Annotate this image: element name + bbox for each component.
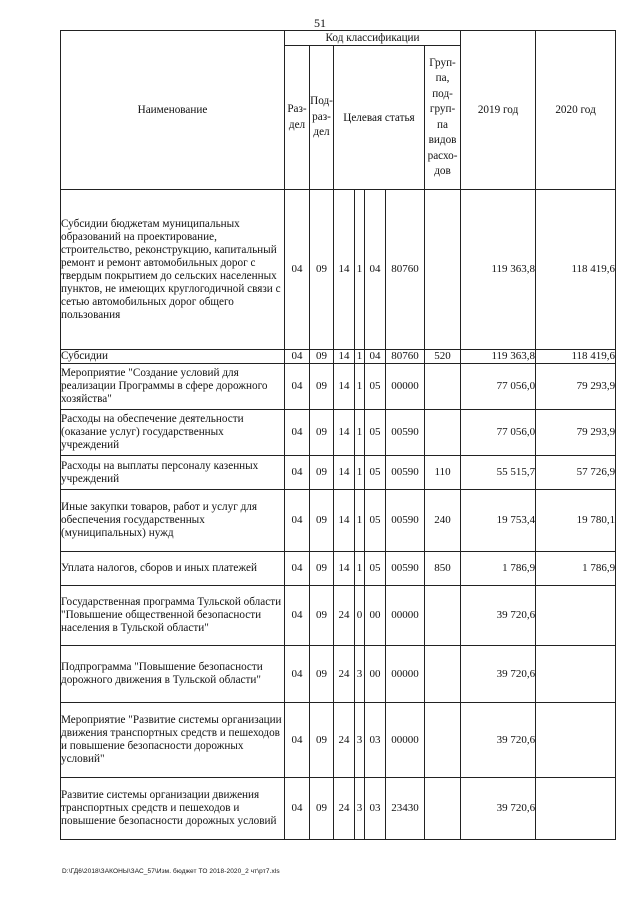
group-line: дов bbox=[434, 165, 451, 177]
row-target-measure: 05 bbox=[365, 552, 386, 586]
table-row bbox=[61, 646, 616, 703]
row-value-2020: 19 780,1 bbox=[536, 490, 616, 552]
row-target-subprogram: 3 bbox=[355, 778, 365, 840]
row-value-2020 bbox=[536, 778, 616, 840]
row-name: Расходы на обеспечение деятельности (оказание услуг) государственных учреждений bbox=[61, 410, 285, 456]
row-group bbox=[425, 410, 461, 456]
row-target-subprogram: 1 bbox=[355, 552, 365, 586]
row-podrazdel: 09 bbox=[310, 350, 334, 364]
row-target-program: 14 bbox=[334, 410, 355, 456]
row-value-2019: 1 786,9 bbox=[461, 552, 536, 586]
row-razdel: 04 bbox=[285, 350, 310, 364]
row-value-2019: 119 363,8 bbox=[461, 190, 536, 350]
table-row bbox=[61, 586, 616, 646]
row-value-2019: 39 720,6 bbox=[461, 646, 536, 703]
row-target-subprogram: 0 bbox=[355, 586, 365, 646]
row-target-measure: 05 bbox=[365, 364, 386, 410]
page-number: 51 bbox=[314, 16, 326, 30]
row-target-measure: 00 bbox=[365, 586, 386, 646]
table-row bbox=[61, 350, 616, 364]
row-group bbox=[425, 190, 461, 350]
row-target-program: 24 bbox=[334, 586, 355, 646]
row-target-subprogram: 1 bbox=[355, 350, 365, 364]
col-header-podrazdel bbox=[310, 46, 334, 190]
razdel-line: дел bbox=[288, 118, 306, 131]
row-name: Субсидии bbox=[61, 350, 285, 364]
row-target-code: 80760 bbox=[386, 190, 425, 350]
row-value-2020: 79 293,9 bbox=[536, 364, 616, 410]
col-header-2020: 2020 год bbox=[536, 31, 616, 190]
row-name: Уплата налогов, сборов и иных платежей bbox=[61, 552, 285, 586]
row-razdel: 04 bbox=[285, 778, 310, 840]
row-group: 520 bbox=[425, 350, 461, 364]
row-value-2020: 1 786,9 bbox=[536, 552, 616, 586]
row-target-code: 00590 bbox=[386, 552, 425, 586]
row-target-code: 00000 bbox=[386, 586, 425, 646]
row-target-subprogram: 1 bbox=[355, 410, 365, 456]
row-target-program: 14 bbox=[334, 190, 355, 350]
group-line: па, bbox=[435, 72, 450, 84]
table-row bbox=[61, 552, 616, 586]
row-value-2019: 119 363,8 bbox=[461, 350, 536, 364]
row-razdel: 04 bbox=[285, 703, 310, 778]
row-name: Мероприятие "Развитие системы организации движения транспортных средств и пешеходов и повышение безопасности дорожных условий" bbox=[61, 703, 285, 778]
col-header-target: Целевая статья bbox=[334, 46, 425, 190]
row-group bbox=[425, 586, 461, 646]
col-header-name: Наименование bbox=[61, 31, 285, 190]
table-row bbox=[61, 410, 616, 456]
row-razdel: 04 bbox=[285, 410, 310, 456]
row-target-program: 14 bbox=[334, 350, 355, 364]
row-target-subprogram: 1 bbox=[355, 364, 365, 410]
row-podrazdel: 09 bbox=[310, 778, 334, 840]
group-line: па bbox=[437, 118, 448, 131]
row-target-measure: 05 bbox=[365, 490, 386, 552]
row-target-measure: 04 bbox=[365, 350, 386, 364]
row-razdel: 04 bbox=[285, 364, 310, 410]
row-value-2020: 57 726,9 bbox=[536, 456, 616, 490]
group-line: под- bbox=[432, 87, 453, 100]
row-target-code: 00590 bbox=[386, 410, 425, 456]
row-podrazdel: 09 bbox=[310, 552, 334, 586]
row-target-subprogram: 1 bbox=[355, 456, 365, 490]
row-group: 850 bbox=[425, 552, 461, 586]
row-target-measure: 03 bbox=[365, 703, 386, 778]
budget-table bbox=[60, 30, 616, 840]
row-target-code: 00000 bbox=[386, 646, 425, 703]
row-name: Субсидии бюджетам муниципальных образований на проектирование, строительство, реконструкцию, капитальный ремонт и ремонт автомобильных дорог с твердым покрытием до сельских населенных пунктов, не имеющих круглогодичной связи с сетью автомобильных дорог общего пользования bbox=[61, 190, 285, 350]
row-target-program: 14 bbox=[334, 552, 355, 586]
row-podrazdel: 09 bbox=[310, 703, 334, 778]
row-group bbox=[425, 778, 461, 840]
row-razdel: 04 bbox=[285, 646, 310, 703]
row-name: Подпрограмма "Повышение безопасности дорожного движения в Тульской области" bbox=[61, 646, 285, 703]
table-row bbox=[61, 490, 616, 552]
row-name: Государственная программа Тульской области "Повышение общественной безопасности населения в Тульской области" bbox=[61, 586, 285, 646]
row-group bbox=[425, 703, 461, 778]
row-target-program: 14 bbox=[334, 456, 355, 490]
row-target-subprogram: 3 bbox=[355, 646, 365, 703]
group-line: Груп- bbox=[429, 56, 456, 69]
file-path-footer: D:\ГД6\2018\ЗАКОНЫ\ЗАС_57\Изм. бюджет ТО 2018-2020_2 чт\рт7.xls bbox=[62, 868, 280, 875]
row-value-2019: 77 056,0 bbox=[461, 364, 536, 410]
row-group: 110 bbox=[425, 456, 461, 490]
row-value-2020: 118 419,6 bbox=[536, 190, 616, 350]
row-razdel: 04 bbox=[285, 456, 310, 490]
row-target-measure: 00 bbox=[365, 646, 386, 703]
razdel-line: Раз- bbox=[287, 103, 307, 115]
row-target-program: 14 bbox=[334, 364, 355, 410]
podrazdel-line: раз- bbox=[312, 110, 331, 123]
header-row bbox=[61, 31, 616, 46]
table-row bbox=[61, 703, 616, 778]
row-value-2020: 79 293,9 bbox=[536, 410, 616, 456]
row-target-measure: 04 bbox=[365, 190, 386, 350]
row-podrazdel: 09 bbox=[310, 586, 334, 646]
table-row bbox=[61, 778, 616, 840]
table-row bbox=[61, 364, 616, 410]
col-header-group bbox=[425, 46, 461, 190]
row-target-code: 23430 bbox=[386, 778, 425, 840]
row-value-2019: 19 753,4 bbox=[461, 490, 536, 552]
table-row bbox=[61, 456, 616, 490]
row-value-2020: 118 419,6 bbox=[536, 350, 616, 364]
group-line: видов bbox=[428, 134, 457, 146]
row-podrazdel: 09 bbox=[310, 190, 334, 350]
row-target-program: 24 bbox=[334, 646, 355, 703]
group-line: груп- bbox=[429, 103, 456, 115]
row-razdel: 04 bbox=[285, 586, 310, 646]
row-name: Иные закупки товаров, работ и услуг для обеспечения государственных (муниципальных) нужд bbox=[61, 490, 285, 552]
row-target-measure: 03 bbox=[365, 778, 386, 840]
row-target-program: 24 bbox=[334, 703, 355, 778]
row-value-2020 bbox=[536, 586, 616, 646]
row-target-code: 00000 bbox=[386, 703, 425, 778]
podrazdel-line: Под- bbox=[310, 95, 333, 108]
row-target-subprogram: 1 bbox=[355, 490, 365, 552]
row-target-code: 00590 bbox=[386, 490, 425, 552]
col-header-code: Код классификации bbox=[285, 31, 461, 46]
row-target-program: 24 bbox=[334, 778, 355, 840]
row-podrazdel: 09 bbox=[310, 456, 334, 490]
group-line: расхо- bbox=[427, 149, 458, 162]
row-razdel: 04 bbox=[285, 552, 310, 586]
row-value-2019: 77 056,0 bbox=[461, 410, 536, 456]
row-target-measure: 05 bbox=[365, 456, 386, 490]
row-target-code: 80760 bbox=[386, 350, 425, 364]
col-header-2019: 2019 год bbox=[461, 31, 536, 190]
row-podrazdel: 09 bbox=[310, 646, 334, 703]
podrazdel-line: дел bbox=[313, 126, 330, 139]
row-razdel: 04 bbox=[285, 190, 310, 350]
row-podrazdel: 09 bbox=[310, 410, 334, 456]
row-value-2020 bbox=[536, 646, 616, 703]
row-value-2019: 39 720,6 bbox=[461, 586, 536, 646]
row-target-program: 14 bbox=[334, 490, 355, 552]
row-value-2019: 39 720,6 bbox=[461, 778, 536, 840]
row-target-subprogram: 1 bbox=[355, 190, 365, 350]
row-target-measure: 05 bbox=[365, 410, 386, 456]
row-target-code: 00000 bbox=[386, 364, 425, 410]
row-group bbox=[425, 364, 461, 410]
col-header-razdel bbox=[285, 46, 310, 190]
row-podrazdel: 09 bbox=[310, 364, 334, 410]
row-value-2020 bbox=[536, 703, 616, 778]
row-name: Расходы на выплаты персоналу казенных учреждений bbox=[61, 456, 285, 490]
table-row bbox=[61, 190, 616, 350]
row-podrazdel: 09 bbox=[310, 490, 334, 552]
row-razdel: 04 bbox=[285, 490, 310, 552]
row-target-code: 00590 bbox=[386, 456, 425, 490]
row-name: Развитие системы организации движения транспортных средств и пешеходов и повышение безопасности дорожных условий bbox=[61, 778, 285, 840]
row-group bbox=[425, 646, 461, 703]
row-value-2019: 55 515,7 bbox=[461, 456, 536, 490]
row-target-subprogram: 3 bbox=[355, 703, 365, 778]
row-group: 240 bbox=[425, 490, 461, 552]
row-value-2019: 39 720,6 bbox=[461, 703, 536, 778]
row-name: Мероприятие "Создание условий для реализации Программы в сфере дорожного хозяйства" bbox=[61, 364, 285, 410]
